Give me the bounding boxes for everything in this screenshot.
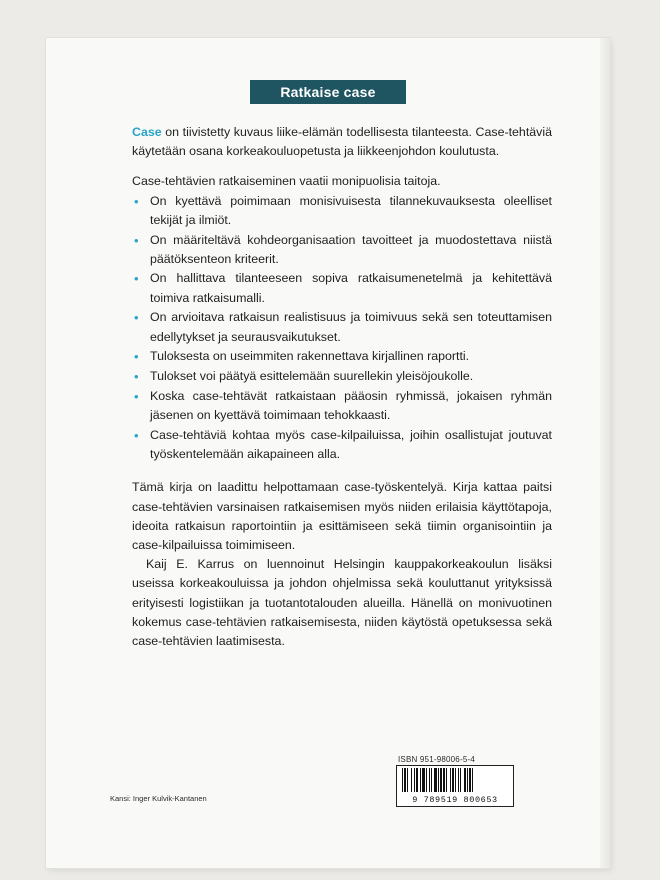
book-edge bbox=[600, 38, 610, 868]
intro-keyword: Case bbox=[132, 125, 162, 139]
list-item: • Case-tehtäviä kohtaa myös case-kilpailuissa, joihin osallistujat joutuvat työskentelemään aikapaineen alla. bbox=[134, 427, 552, 461]
list-item: • On arvioitava ratkaisun realistisuus ja toimivuus sekä sen toteuttamisen edellytykset ja seurausvaikutukset. bbox=[134, 310, 552, 344]
bullet-icon: • bbox=[134, 310, 139, 326]
barcode-number: 9 789519 800653 bbox=[412, 795, 498, 805]
cover-text bbox=[132, 123, 552, 651]
cover-credit: Kansi: Inger Kulvik-Kantanen bbox=[110, 794, 207, 803]
bullet-icon: • bbox=[134, 427, 139, 443]
barcode bbox=[396, 765, 514, 807]
list-item: • Koska case-tehtävät ratkaistaan pääosin ryhmissä, jokaisen ryhmän jäsenen on kyettävä toimimaan tehokkaasti. bbox=[134, 388, 552, 422]
intro-paragraph bbox=[132, 123, 552, 161]
bullet-icon: • bbox=[134, 271, 139, 287]
bullet-icon: • bbox=[134, 388, 139, 404]
author-paragraph: Kaij E. Karrus on luennoinut Helsingin kauppakorkeakoulun lisäksi useissa korkeakouluissa ja johdon ohjelmissa sekä kouluttanut yrityksissä erityisesti logistiikan ja tuotantotalouden alueilla. Hänellä on monivuotinen kokemus case-tehtävien ratkaisemisesta, niiden käytöstä opetuksessa sekä case-tehtävien laatimisesta. bbox=[132, 557, 552, 649]
barcode-bars-icon bbox=[400, 768, 510, 792]
bullet-icon: • bbox=[134, 368, 139, 384]
title-banner: Ratkaise case bbox=[250, 80, 406, 104]
requirements-list bbox=[132, 192, 552, 464]
bullet-icon: • bbox=[134, 232, 139, 248]
intro-text: on tiivistetty kuvaus liike-elämän todellisesta tilanteesta. Case-tehtäviä käytetään osana korkeakouluopetusta ja liikkeenjohdon koulutusta. bbox=[132, 125, 552, 159]
bullet-icon: • bbox=[134, 193, 139, 209]
requirements-lead: Case-tehtävien ratkaiseminen vaatii monipuolisia taitoja. bbox=[132, 174, 441, 189]
list-item: • Tulokset voi päätyä esittelemään suurellekin yleisöjoukolle. bbox=[132, 367, 552, 386]
list-item: • On kyettävä poimimaan monisivuisesta tilannekuvauksesta oleelliset tekijät ja ilmiöt. bbox=[134, 193, 552, 227]
list-item: • On hallittava tilanteeseen sopiva ratkaisumenetelmä ja kehitettävä toimiva ratkaisumalli. bbox=[134, 271, 552, 305]
bullet-icon: • bbox=[134, 349, 139, 365]
book-paragraph: Tämä kirja on laadittu helpottamaan case-työskentelyä. Kirja kattaa paitsi case-tehtävien varsinaisen ratkaisemisen myös niiden erilaisia käyttötapoja, ideoita ratkaisun raportointiin ja esittämiseen sekä tiimin organisointiin ja case-kilpailuissa toimimiseen. bbox=[132, 480, 552, 553]
isbn-label: ISBN 951-98006-5-4 bbox=[398, 755, 475, 764]
list-item: • Tuloksesta on useimmiten rakennettava kirjallinen raportti. bbox=[132, 347, 552, 366]
list-item: • On määriteltävä kohdeorganisaation tavoitteet ja muodostettava niistä päätöksenteon kriteerit. bbox=[134, 232, 552, 266]
book-back-cover bbox=[46, 38, 610, 868]
